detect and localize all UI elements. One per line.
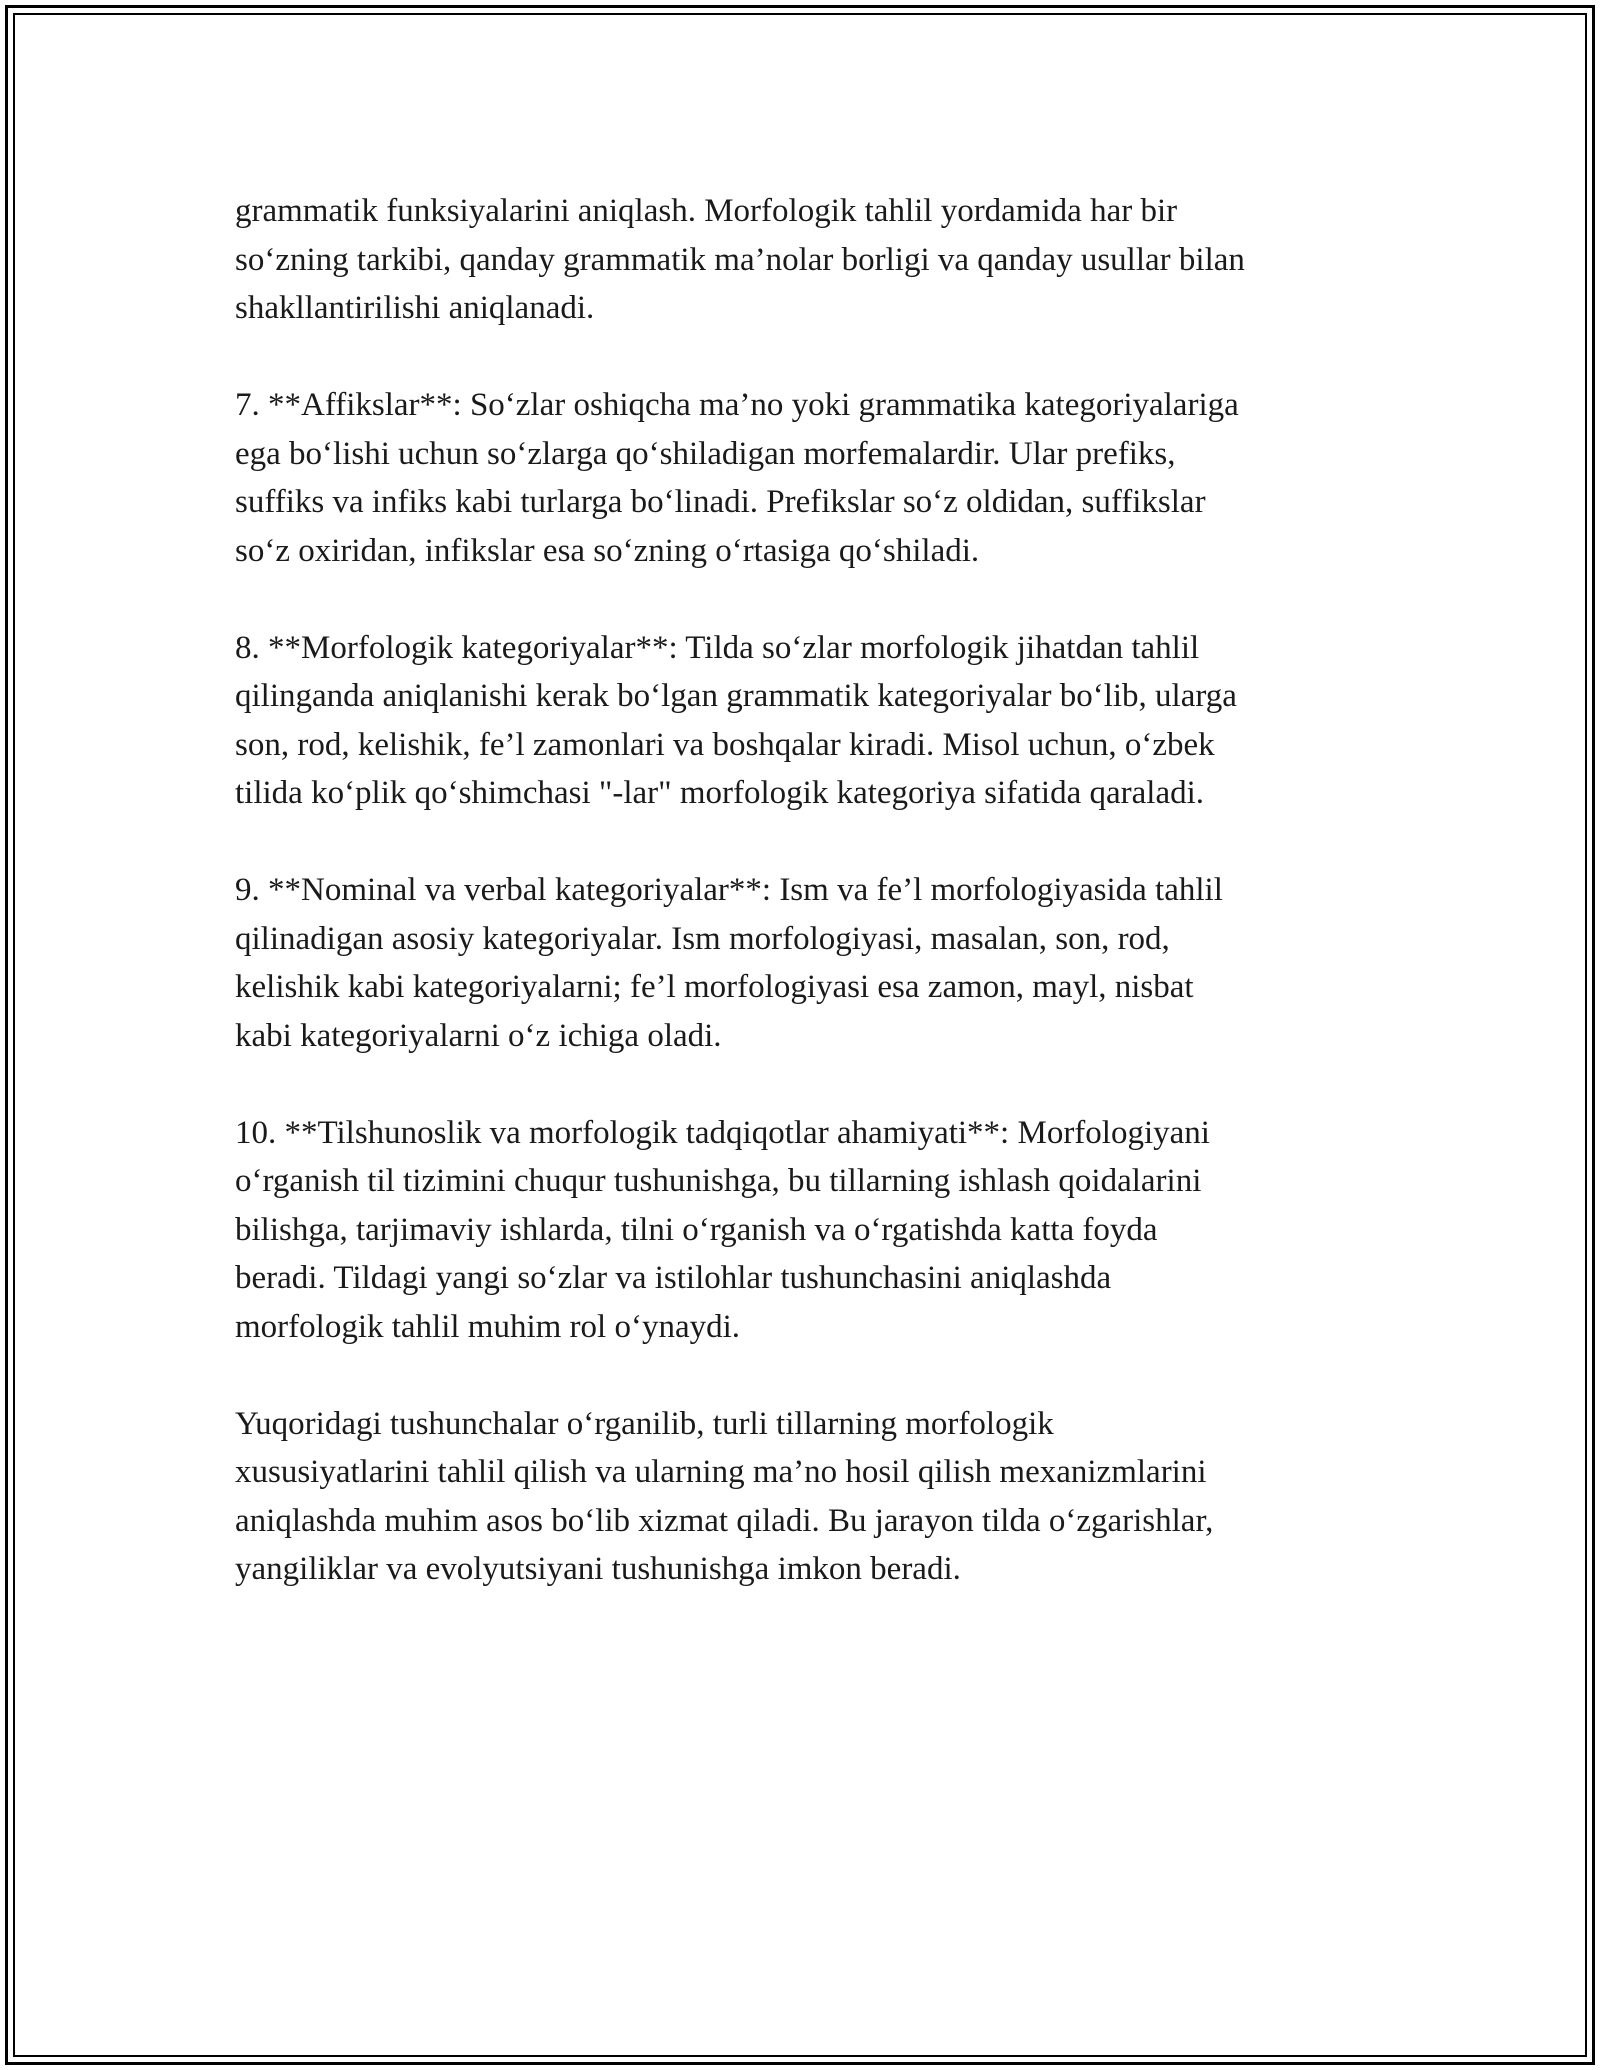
text-line: ega bo‘lishi uchun so‘zlarga qo‘shiladigan morfemalardir. Ular prefiks, — [235, 435, 1176, 472]
text-line: beradi. Tildagi yangi so‘zlar va istilohlar tushunchasini aniqlashda — [235, 1260, 1112, 1296]
text-line: Yuqoridagi tushunchalar o‘rganilib, turli tillarning morfologik — [235, 1405, 1054, 1442]
paragraph-conclusion — [235, 1400, 1395, 1594]
text-line: kelishik kabi kategoriyalarni; fe’l morfologiyasi esa zamon, mayl, nisbat — [235, 969, 1194, 1005]
text-line: 8. **Morfologik kategoriyalar**: Tilda so‘zlar morfologik jihatdan tahlil — [235, 629, 1200, 666]
text-line: suffiks va infiks kabi turlarga bo‘linadi. Prefikslar so‘z oldidan, suffikslar — [235, 484, 1206, 520]
text-line: 10. **Tilshunoslik va morfologik tadqiqotlar ahamiyati**: Morfologiyani — [235, 1114, 1210, 1151]
text-line: xususiyatlarini tahlil qilish va ularning ma’no hosil qilish mexanizmlarini — [235, 1454, 1207, 1490]
text-line: yangiliklar va evolyutsiyani tushunishga imkon beradi. — [235, 1551, 961, 1587]
text-line: 7. **Affikslar**: So‘zlar oshiqcha ma’no yoki grammatika kategoriyalariga — [235, 387, 1239, 423]
paragraph-affixes — [235, 381, 1395, 575]
document-body — [235, 187, 1395, 1642]
text-line: qilinadigan asosiy kategoriyalar. Ism morfologiyasi, masalan, son, rod, — [235, 920, 1170, 957]
text-line: bilishga, tarjimaviy ishlarda, tilni o‘rganish va o‘rgatishda katta foyda — [235, 1211, 1158, 1248]
paragraph-linguistics-importance — [235, 1109, 1395, 1352]
text-line: kabi kategoriyalarni o‘z ichiga oladi. — [235, 1017, 722, 1054]
text-line: grammatik funksiyalarini aniqlash. Morfologik tahlil yordamida har bir — [235, 193, 1178, 229]
text-line: tilida ko‘plik qo‘shimchasi "-lar" morfologik kategoriya sifatida qaraladi. — [235, 775, 1205, 811]
paragraph-morphological-analysis-continuation — [235, 187, 1395, 333]
text-line: o‘rganish til tizimini chuqur tushunishga, bu tillarning ishlash qoidalarini — [235, 1163, 1202, 1199]
text-line: so‘zning tarkibi, qanday grammatik ma’nolar borligi va qanday usullar bilan — [235, 241, 1245, 278]
text-line: son, rod, kelishik, fe’l zamonlari va boshqalar kiradi. Misol uchun, o‘zbek — [235, 726, 1215, 763]
paragraph-nominal-verbal-categories — [235, 866, 1395, 1060]
text-line: so‘z oxiridan, infikslar esa so‘zning o‘rtasiga qo‘shiladi. — [235, 532, 980, 569]
text-line: qilinganda aniqlanishi kerak bo‘lgan grammatik kategoriyalar bo‘lib, ularga — [235, 678, 1237, 714]
paragraph-morphological-categories — [235, 624, 1395, 818]
text-line: 9. **Nominal va verbal kategoriyalar**: Ism va fe’l morfologiyasida tahlil — [235, 872, 1223, 908]
text-line: morfologik tahlil muhim rol o‘ynaydi. — [235, 1308, 741, 1345]
text-line: shakllantirilishi aniqlanadi. — [235, 290, 595, 326]
text-line: aniqlashda muhim asos bo‘lib xizmat qiladi. Bu jarayon tilda o‘zgarishlar, — [235, 1502, 1214, 1539]
